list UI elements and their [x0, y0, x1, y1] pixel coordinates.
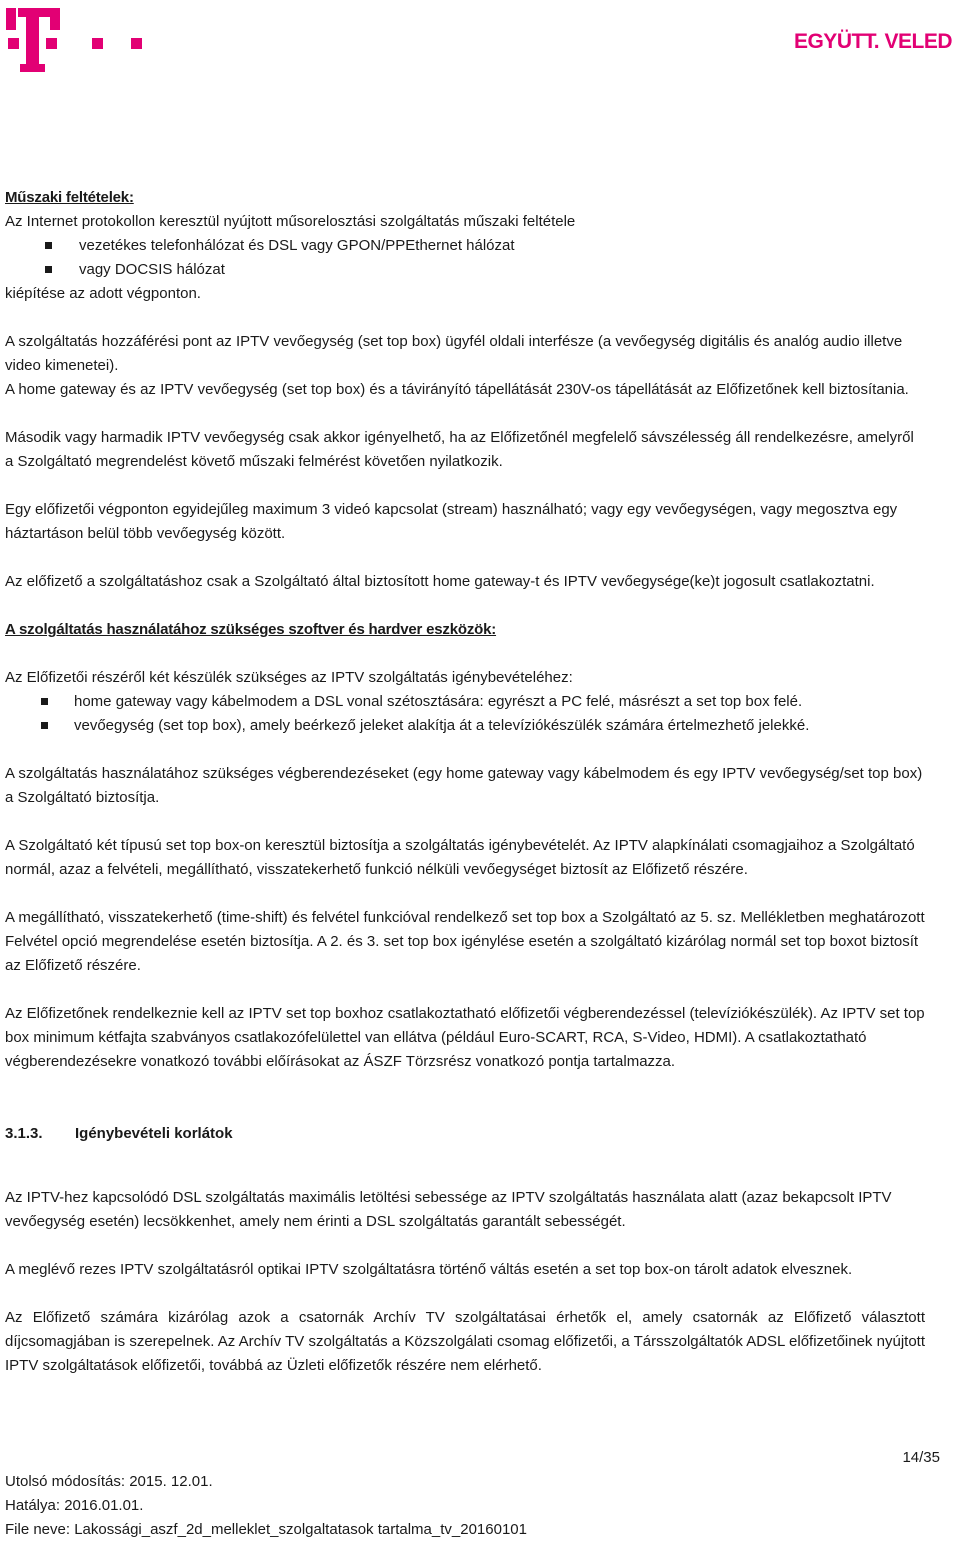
tech-outro: kiépítése az adott végponton.	[5, 285, 201, 302]
list-item: vezetékes telefonhálózat és DSL vagy GPON/PPEthernet hálózat	[5, 234, 925, 258]
list-item: vagy DOCSIS hálózat	[5, 258, 925, 282]
paragraph-two-types: A Szolgáltató két típusú set top box-on keresztül biztosítja a szolgáltatás igénybevételét. Az IPTV alapkínálati csomagjaihoz a Szolgáltató normál, azaz a felvételi, megállítható, visszatekerhető funkció nélküli vevőegységet biztosít az Előfizető részére.	[5, 837, 915, 878]
tech-bullet-list	[5, 234, 925, 282]
tech-heading: Műszaki feltételek:	[5, 189, 134, 206]
footer-modified: Utolsó módosítás: 2015. 12.01.	[5, 1473, 213, 1490]
list-item: vevőegység (set top box), amely beérkező jeleket alakítja át a televíziókészülék számára értelmezhető jelekké.	[5, 714, 925, 738]
paragraph-second-third: Második vagy harmadik IPTV vevőegység csak akkor igényelhető, ha az Előfizetőnél megfelelő sávszélesség áll rendelkezésre, amelyről a Szolgáltató megrendelést követő műszaki felmérést követően nyilatkozik.	[5, 429, 914, 470]
list-item: home gateway vagy kábelmodem a DSL vonal szétosztására: egyrészt a PC felé, másrészt a set top box felé.	[5, 690, 925, 714]
hw-intro: Az Előfizetői részéről két készülék szükséges az IPTV szolgáltatás igénybevételéhez:	[5, 669, 573, 686]
paragraph-connect: Az előfizető a szolgáltatáshoz csak a Szolgáltató által biztosított home gateway-t és IPTV vevőegysége(ke)t jogosult csatlakoztatni.	[5, 573, 875, 590]
hw-heading: A szolgáltatás használatához szükséges szoftver és hardver eszközök:	[5, 621, 497, 638]
paragraph-archive: Az Előfizető számára kizárólag azok a csatornák Archív TV szolgáltatásai érhetők el, amely csatornák az Előfizető választott díjcsomagjában is szerepelnek. Az Archív TV szolgáltatás a Közszolgálati csomag előfizetői, a Társszolgáltatók ADSL előfizetőinek nyújtott IPTV szolgáltatások előfizetői, továbbá az Üzleti előfizetők részére nem elérhető.	[5, 1309, 925, 1374]
paragraph-equipment: Az Előfizetőnek rendelkeznie kell az IPTV set top boxhoz csatlakoztatható előfizetői végberendezéssel (televíziókészülék). Az IPTV set top box minimum kétfajta szabványos csatlakozófelülettel van ellátva (például Euro-SCART, RCA, S-Video, HDMI). A csatlakoztatható végberendezésekre vonatkozó további előírásokat az ÁSZF Törzsrész vonatkozó pontja tartalmazza.	[5, 1005, 925, 1070]
footer	[5, 1470, 527, 1542]
document-body	[5, 186, 925, 1378]
footer-filename: File neve: Lakossági_aszf_2d_melleklet_szolgaltatasok tartalma_tv_20160101	[5, 1521, 527, 1538]
page-number: 14/35	[902, 1449, 940, 1466]
section-number: 3.1.3.	[5, 1125, 43, 1142]
paragraph-streams: Egy előfizetői végponton egyidejűleg maximum 3 videó kapcsolat (stream) használható; vagy egy vevőegységen, vagy megosztva egy háztartáson belül több vevőegység között.	[5, 501, 898, 542]
paragraph-home-gateway: A home gateway és az IPTV vevőegység (set top box) és a távirányító tápellátását 230V-os tápellátását az Előfizetőnek kell biztosítania.	[5, 381, 909, 398]
paragraph-switch: A meglévő rezes IPTV szolgáltatásról optikai IPTV szolgáltatásra történő váltás esetén a set top box-on tárolt adatok elvesznek.	[5, 1261, 853, 1278]
hw-bullet-list	[5, 690, 925, 738]
paragraph-terminal: A szolgáltatás használatához szükséges végberendezéseket (egy home gateway vagy kábelmodem és egy IPTV vevőegység/set top box) a Szolgáltató biztosítja.	[5, 765, 923, 806]
section-title: Igénybevételi korlátok	[75, 1125, 233, 1142]
footer-effective: Hatálya: 2016.01.01.	[5, 1497, 144, 1514]
tech-intro: Az Internet protokollon keresztül nyújtott műsorelosztási szolgáltatás műszaki feltétele	[5, 213, 576, 230]
paragraph-dsl-speed: Az IPTV-hez kapcsolódó DSL szolgáltatás maximális letöltési sebessége az IPTV szolgáltatás használata alatt (azaz bekapcsolt IPTV vevőegység esetén) lecsökkenhet, amely nem érinti a DSL szolgáltatás garantált sebességét.	[5, 1189, 892, 1230]
slogan: EGYÜTT. VELED	[793, 30, 952, 53]
paragraph-access-point: A szolgáltatás hozzáférési pont az IPTV vevőegység (set top box) ügyfél oldali interfésze (a vevőegység digitális és analóg audio illetve video kimenetei).	[5, 333, 903, 374]
section-heading	[5, 1122, 925, 1146]
telekom-logo	[6, 6, 146, 74]
paragraph-timeshift: A megállítható, visszatekerhető (time-shift) és felvétel funkcióval rendelkező set top box a Szolgáltató az 5. sz. Mellékletben meghatározott Felvétel opció megrendelése esetén biztosítja. A 2. és 3. set top box igénylése esetén a szolgáltató kizárólag normál set top boxot biztosít az Előfizető részére.	[5, 909, 925, 974]
